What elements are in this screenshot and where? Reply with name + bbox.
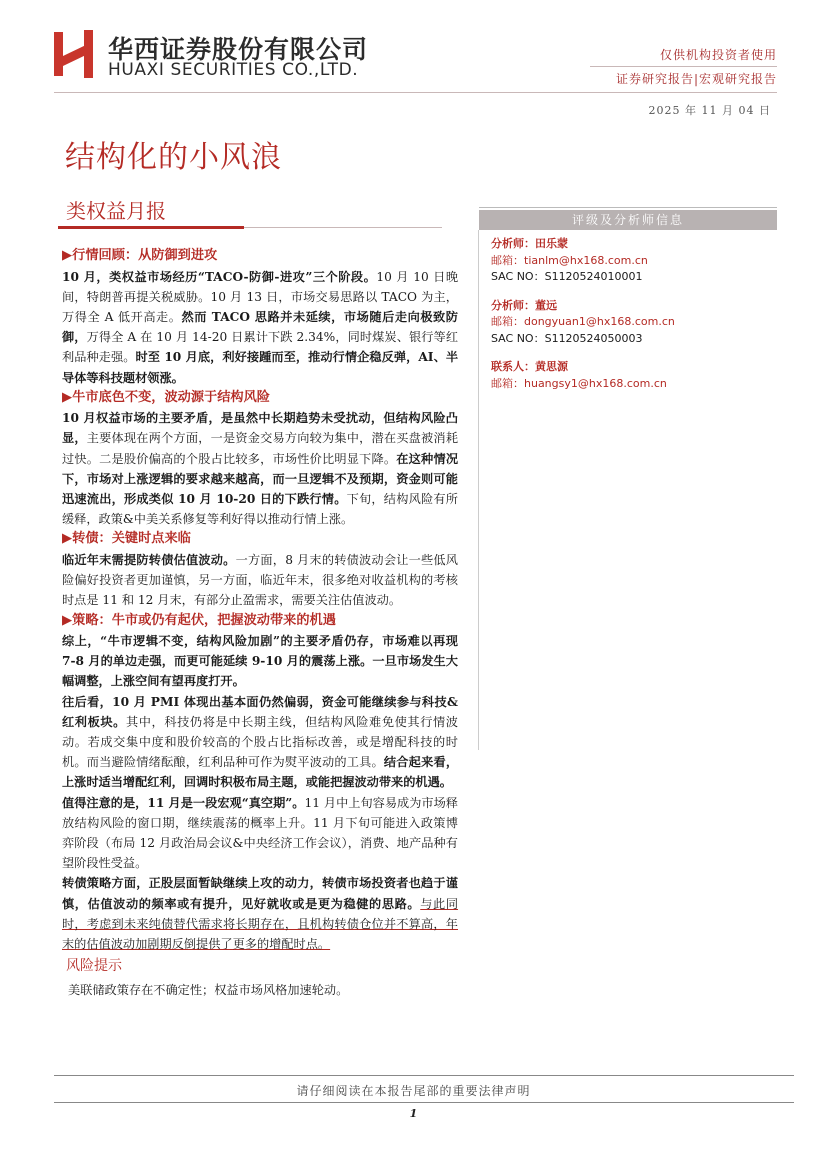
bold-text: 结合起来看，上涨时适当增配红利，回调时积极布局主题，或能把握波动带来的机遇。	[62, 755, 459, 790]
bold-text: 往后看，10 月 PMI 体现出基本面仍然偏弱，资金可能继续参与科技&红利板块。	[62, 694, 458, 729]
subtitle-rule	[244, 227, 442, 228]
section-heading-review: ▶行情回顾：从防御到进攻	[62, 248, 218, 263]
risk-text: 美联储政策存在不确定性；权益市场风格加速轮动。	[68, 982, 349, 997]
sidebar-heading: 评级及分析师信息	[479, 210, 777, 230]
analyst-email[interactable]: 邮箱：dongyuan1@hx168.com.cn	[491, 315, 675, 328]
bold-text: 时至 10 月底，利好接踵而至，推动行情企稳反弹，AI、半导体等科技题材领涨。	[62, 350, 459, 385]
footer-rule	[54, 1075, 794, 1076]
header-rule	[54, 92, 777, 93]
analyst-info	[491, 236, 777, 404]
body-text: 其中，科技仍将是中长期主线，但结构风险难免使其行情波动。若成交集中度和股价较高的个股占比指标改善，或是增配科技的时机。而当避险情绪酝酿，红利品种可作为熨平波动的工具。	[62, 714, 458, 770]
contact-name: 联系人：黄思源	[491, 360, 568, 373]
body-text: 下旬，结构风险有所缓释，政策&中美关系修复等利好得以推动行情上涨。	[62, 492, 458, 527]
footer-rule	[54, 1102, 794, 1103]
strategy-paragraph	[62, 631, 458, 692]
main-content	[62, 246, 458, 1000]
section-heading-strategy: ▶策略：牛市或仍有起伏，把握波动带来的机遇	[62, 612, 336, 628]
bull-paragraph	[62, 408, 458, 529]
report-title: 结构化的小风浪	[65, 140, 282, 175]
body-text: 10 月 10 日晚间，特朗普再提关税威胁。10 月 13 日，市场交易思路以 TACO 为主，万得全 A 低开高走。	[62, 269, 459, 324]
bold-text: 临近年末需提防转债估值波动。	[62, 552, 236, 567]
section-heading-bull: ▶牛市底色不变，波动源于结构风险	[62, 389, 270, 405]
huaxi-logo-icon	[54, 30, 98, 78]
page-number: 1	[409, 1107, 418, 1120]
footer-disclaimer: 请仔细阅读在本报告尾部的重要法律声明	[296, 1084, 531, 1098]
sidebar-top-rule	[479, 207, 777, 208]
analyst-block	[491, 236, 777, 286]
contact-email[interactable]: 邮箱：huangsy1@hx168.com.cn	[491, 376, 667, 390]
report-subtitle: 类权益月报	[66, 199, 166, 223]
analyst-block	[491, 298, 777, 348]
body-text: 一方面，8 月末的转债波动会让一些低风险偏好投资者更加谨慎，另一方面，临近年末，很多绝对收益机构的考核时点是 11 和 12 月末，有部分止盈需求，需要关注估值波动。	[62, 552, 458, 608]
underlined-text: 与此同时，考虑到未来纯债替代需求将长期存在，且机构转债仓位并不算高，年末的估值波动加剧期反倒提供了更多的增配时点。	[62, 896, 459, 952]
strategy-paragraph	[62, 692, 458, 793]
analyst-email[interactable]: 邮箱：tianlm@hx168.com.cn	[491, 253, 648, 267]
analyst-name: 分析师：董远	[491, 298, 557, 312]
bold-text: 转债策略方面，正股层面暂缺继续上攻的动力，转债市场投资者也趋于谨慎，估值波动的频率或有提升，见好就收或是更为稳健的思路。	[62, 876, 458, 911]
contact-block	[491, 359, 777, 392]
strategy-paragraph	[62, 793, 458, 874]
audience-note: 仅供机构投资者使用	[659, 48, 777, 62]
report-date: 2025 年 11 月 04 日	[648, 104, 771, 117]
analyst-sac: SAC NO：S1120524050003	[491, 331, 643, 345]
bold-text: 10 月权益市场的主要矛盾，是虽然中长期趋势未受扰动，但结构风险凸显，	[62, 411, 458, 446]
bold-text: 值得注意的是，11 月是一段宏观“真空期”。	[62, 795, 305, 810]
strategy-paragraph	[62, 873, 458, 954]
section-heading-convertible: ▶转债：关键时点来临	[62, 531, 191, 547]
analyst-sac: SAC NO：S1120524010001	[491, 270, 643, 283]
body-text: 11 月中上旬容易成为市场释放结构风险的窗口期，继续震荡的概率上升。11 月下旬可能进入政策博弈阶段（布局 12 月政治局会议&中央经济工作会议），消费、地产品种有望阶段性受益。	[62, 795, 458, 871]
convertible-paragraph	[62, 550, 458, 611]
analyst-name: 分析师：田乐蒙	[491, 237, 568, 250]
bold-text: 在这种情况下，市场对上涨逻辑的要求越来越高，而一旦逻辑不及预期，资金则可能迅速流出，形成类似 10 月 10-20 日的下跌行情。	[62, 451, 459, 507]
body-text: 万得全 A 在 10 月 14-20 日累计下跌 2.34%，同时煤炭、银行等红利品种走强。	[62, 330, 459, 365]
bold-text: 10 月，类权益市场经历“TACO-防御-进攻”三个阶段。	[62, 269, 377, 284]
body-text: 主要体现在两个方面，一是资金交易方向较为集中，潜在买盘被消耗过快。二是股价偏高的个股占比较多，市场性价比明显下降。	[62, 431, 459, 466]
bold-text: 综上，“牛市逻辑不变，结构风险加剧”的主要矛盾仍存，市场难以再现 7-8 月的单边走强，而更可能延续 9-10 月的震荡上涨。一旦市场发生大幅调整，上涨空间有望再度打开。	[62, 634, 458, 689]
header-divider	[590, 66, 777, 67]
company-name-cn: 华西证券股份有限公司	[108, 35, 369, 64]
risk-heading: 风险提示	[66, 958, 122, 975]
review-paragraph	[62, 267, 458, 388]
bold-text: 然而 TACO 思路并未延续，市场随后走向极致防御，	[62, 309, 458, 345]
subtitle-underline	[58, 226, 244, 229]
company-name-en: HUAXI SECURITIES CO.,LTD.	[108, 60, 359, 80]
report-category: 证券研究报告|宏观研究报告	[615, 72, 777, 86]
sidebar-divider	[478, 230, 479, 750]
